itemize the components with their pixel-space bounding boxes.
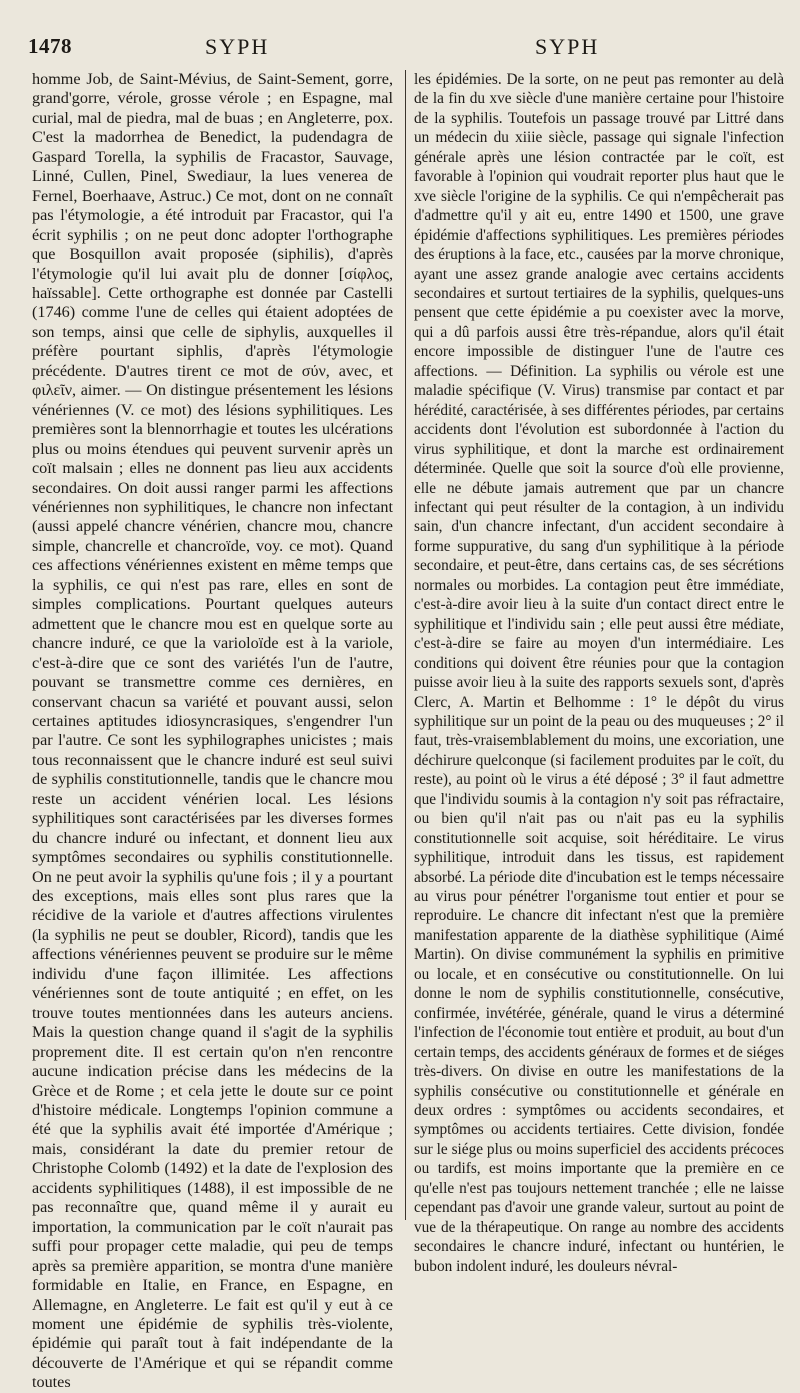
running-head-left: SYPH <box>205 34 270 59</box>
left-column <box>32 70 393 1392</box>
left-column-text: homme Job, de Saint-Mévius, de Saint-Sement, gorre, grand'gorre, vérole, grosse vérole ; en Espagne, mal curial, mal de piedra, mal de buas ; en Angleterre, pox. C'est la madorrhea de Benedict, la pudendagra de Gaspard Torella, la syphilis de Fracastor, Sauvage, Linné, Cullen, Pinel, Swediaur, la lues venerea de Fernel, Boerhaave, Astruc.) Ce mot, dont on ne connaît pas l'étymologie, a été introduit par Fracastor, qui l'a écrit syphilis ; on ne peut donc adopter l'orthographe que Bosquillon avait proposée (siphilis), d'après l'étymologie qu'il lui avait plu de donner [σίφλος, haïssable]. Cette orthographe est donnée par Castelli (1746) comme l'une de celles qui étaient adoptées de son temps, ainsi que celle de siphylis, auxquelles il préfère pourtant siphlis, d'après l'étymologie précédente. D'autres tirent ce mot de σύν, avec, et φιλεῖν, aimer. — On distingue présentement les lésions vénériennes (V. ce mot) des lésions syphilitiques. Les premières sont la blennorrhagie et toutes les ulcérations plus ou moins étendues qui peuvent survenir après un coït malsain ; elles ne donnent pas lieu aux accidents secondaires. On doit aussi ranger parmi les affections vénériennes non syphilitiques, le chancre non infectant (aussi appelé chancre vénérien, chancre mou, chancre simple, chancrelle et chancroïde, voy. ce mot). Quand ces affections vénériennes existent en même temps que la syphilis, ce qui n'est pas rare, elles en sont de simples complications. Pourtant quelques auteurs admettent que le chancre mou est en quelque sorte au chancre induré, ce que la varioloïde est à la variole, c'est-à-dire que ce sont des variétés l'un de l'autre, pouvant se transmettre comme ces dernières, en conservant chacun sa variété et pouvant aussi, selon certaines aptitudes idiosyncrasiques, s'engendrer l'un par l'autre. Ce sont les syphilographes unicistes ; mais tous reconnaissent que le chancre induré est seul suivi de syphilis constitutionnelle, tandis que le chancre mou reste un accident vénérien local. Les lésions syphilitiques sont caractérisées par les diverses formes du chancre induré ou infectant, et donnent lieu aux symptômes secondaires ou syphilis constitutionnelle. On ne peut avoir la syphilis qu'une fois ; il y a pourtant des exceptions, mais elles sont plus rares que la récidive de la variole et d'autres affections virulentes (la syphilis ne peut se doubler, Ricord), tandis que les affections vénériennes peuvent se produire sur le même individu d'une façon illimitée. Les affections vénériennes sont de toute antiquité ; en effet, on les trouve toutes mentionnées dans les auteurs anciens. Mais la question change quand il s'agit de la syphilis proprement dite. Il est certain qu'on n'en rencontre aucune indication précise dans les médecins de la Grèce et de Rome ; et cela jette le doute sur ce point d'histoire médicale. Longtemps l'opinion commune a été que la syphilis avait été importée d'Amérique ; mais, considérant la date du premier retour de Christophe Colomb (1492) et la date de l'explosion des accidents syphilitiques (1488), il est impossible de ne pas reconnaître que, quand même il y aurait eu importation, la communication par le coït n'aurait pas suffi pour propager cette maladie, qui peu de temps après sa première apparition, se montra d'une manière formidable en Italie, en France, en Espagne, en Allemagne, en Angleterre. Le fait est qu'il y eut à ce moment une épidémie de syphilis très-violente, épidémie qui paraît tout à fait indépendante de la découverte de l'Amérique et qui se répandit comme toutes <box>32 70 393 1392</box>
right-column-text: les épidémies. De la sorte, on ne peut pas remonter au delà de la fin du xve siècle d'une manière certaine pour l'histoire de la syphilis. Toutefois un passage trouvé par Littré dans un médecin du xiiie siècle, passage qui signale l'infection générale après une lésion contractée par le coït, est favorable à l'opinion qui voudrait reporter plus haut que le xve siècle l'origine de la syphilis. Ce qui n'empêcherait pas d'admettre qu'il y ait eu, entre 1490 et 1500, une grave épidémie d'affections syphilitiques. Les premières périodes des éruptions à la face, etc., causées par la morve chronique, ayant une assez grande analogie avec certains accidents secondaires et surtout tertiaires de la syphilis, quelques-uns pensent que cette épidémie a pu coexister avec la morve, qui a dû parfois aussi être très-répandue, alors qu'il était encore impossible de distinguer l'une de l'autre ces affections. — Définition. La syphilis ou vérole est une maladie spécifique (V. Virus) transmise par contact et par hérédité, caractérisée, à ses différentes périodes, par certains accidents dont l'évolution est subordonnée à l'action du virus syphilitique, et dont la marche est ordinairement déterminée. Quelle que soit la source d'où elle provienne, elle ne débute jamais autrement que par un chancre infectant qui peut résulter de la contagion, à un individu sain, d'un chancre infectant, d'un accident secondaire à forme suppurative, du sang d'un syphilitique à la période secondaire, et peut-être, dans certains cas, de ses sécrétions normales ou morbides. La contagion peut être immédiate, c'est-à-dire avoir lieu à la suite d'un contact direct entre le syphilitique et l'individu sain ; elle peut aussi être médiate, c'est-à-dire se faire au moyen d'un intermédiaire. Les conditions qui doivent être réunies pour que la contagion puisse avoir lieu à la suite des rapports sexuels sont, d'après Clerc, A. Martin et Belhomme : 1° le dépôt du virus syphilitique sur un point de la peau ou des muqueuses ; 2° il faut, très-vraisemblablement du moins, une excoriation, une déchirure quelconque (si facilement produites par le coït, du reste), au point où le virus a été déposé ; 3° il faut admettre que l'individu soumis à la contagion n'y soit pas réfractaire, ou bien qu'il n'ait pas ou n'ait pas eu la syphilis constitutionnelle soit acquise, soit héréditaire. Le virus syphilitique, introduit dans les tissus, est rapidement absorbé. La période dite d'incubation est le temps nécessaire au virus pour pénétrer l'organisme tout entier et pour se reproduire. Le chancre dit infectant n'est que la première manifestation apparente de la diathèse syphilitique (Aimé Martin). On divise communément la syphilis en primitive ou locale, et en consécutive ou constitutionnelle. On lui donne le nom de syphilis constitutionnelle, consécutive, confirmée, invétérée, générale, quand le virus a déterminé l'infection de l'économie tout entière et produit, au bout d'un certain temps, des accidents généraux de formes et de siéges très-divers. On divise en outre les manifestations de la syphilis consécutive ou constitutionnelle et générale en deux ordres : symptômes ou accidents secondaires, et symptômes ou accidents tertiaires. Cette division, fondée sur le siége plus ou moins superficiel des accidents précoces ou tardifs, est moins importante que la première en ce qu'elle n'est pas toujours nettement tranchée ; elle ne laisse cependant pas d'avoir une grande valeur, surtout au point de vue de la thérapeutique. On range au nombre des accidents secondaires le chancre induré, infectant ou huntérien, le bubon indolent induré, les douleurs névral- <box>414 71 784 1275</box>
right-column <box>414 70 784 1275</box>
page-header <box>0 30 800 66</box>
running-head-right: SYPH <box>535 34 600 59</box>
column-rule <box>405 70 406 1220</box>
page-number: 1478 <box>28 34 72 58</box>
